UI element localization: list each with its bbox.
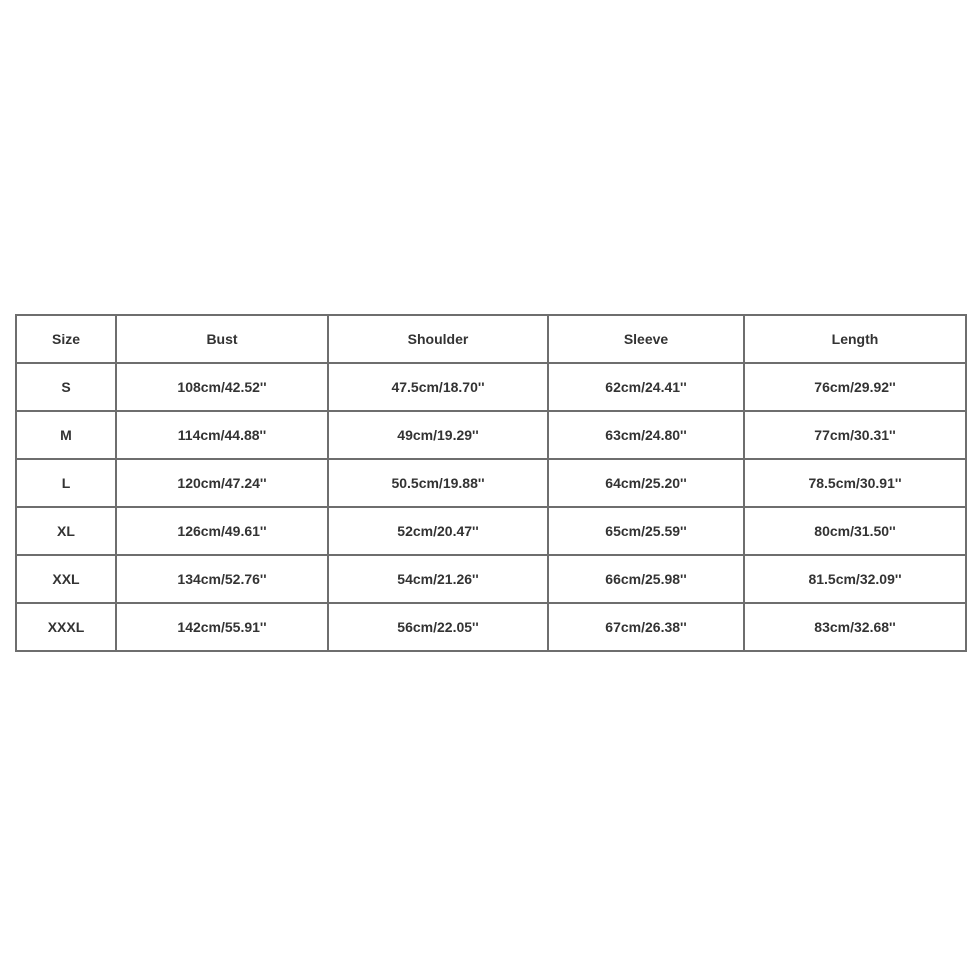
header-length: Length <box>744 315 966 363</box>
cell-length: 76cm/29.92'' <box>744 363 966 411</box>
cell-shoulder: 50.5cm/19.88'' <box>328 459 548 507</box>
cell-sleeve: 62cm/24.41'' <box>548 363 744 411</box>
header-shoulder: Shoulder <box>328 315 548 363</box>
cell-size: M <box>16 411 116 459</box>
cell-bust: 126cm/49.61'' <box>116 507 328 555</box>
size-chart-body <box>16 363 966 651</box>
cell-shoulder: 49cm/19.29'' <box>328 411 548 459</box>
cell-length: 83cm/32.68'' <box>744 603 966 651</box>
cell-length: 81.5cm/32.09'' <box>744 555 966 603</box>
size-chart-table <box>15 314 967 652</box>
cell-shoulder: 47.5cm/18.70'' <box>328 363 548 411</box>
cell-bust: 120cm/47.24'' <box>116 459 328 507</box>
table-row <box>16 603 966 651</box>
table-row <box>16 459 966 507</box>
cell-bust: 108cm/42.52'' <box>116 363 328 411</box>
cell-length: 77cm/30.31'' <box>744 411 966 459</box>
cell-sleeve: 65cm/25.59'' <box>548 507 744 555</box>
cell-length: 78.5cm/30.91'' <box>744 459 966 507</box>
header-bust: Bust <box>116 315 328 363</box>
cell-bust: 142cm/55.91'' <box>116 603 328 651</box>
table-row <box>16 411 966 459</box>
header-sleeve: Sleeve <box>548 315 744 363</box>
cell-size: XL <box>16 507 116 555</box>
header-row <box>16 315 966 363</box>
table-row <box>16 363 966 411</box>
cell-size: L <box>16 459 116 507</box>
cell-bust: 114cm/44.88'' <box>116 411 328 459</box>
cell-shoulder: 52cm/20.47'' <box>328 507 548 555</box>
cell-sleeve: 67cm/26.38'' <box>548 603 744 651</box>
table-row <box>16 507 966 555</box>
cell-size: XXXL <box>16 603 116 651</box>
cell-sleeve: 64cm/25.20'' <box>548 459 744 507</box>
cell-size: S <box>16 363 116 411</box>
cell-shoulder: 56cm/22.05'' <box>328 603 548 651</box>
cell-bust: 134cm/52.76'' <box>116 555 328 603</box>
size-chart-header <box>16 315 966 363</box>
cell-shoulder: 54cm/21.26'' <box>328 555 548 603</box>
header-size: Size <box>16 315 116 363</box>
cell-sleeve: 66cm/25.98'' <box>548 555 744 603</box>
cell-size: XXL <box>16 555 116 603</box>
cell-sleeve: 63cm/24.80'' <box>548 411 744 459</box>
cell-length: 80cm/31.50'' <box>744 507 966 555</box>
table-row <box>16 555 966 603</box>
